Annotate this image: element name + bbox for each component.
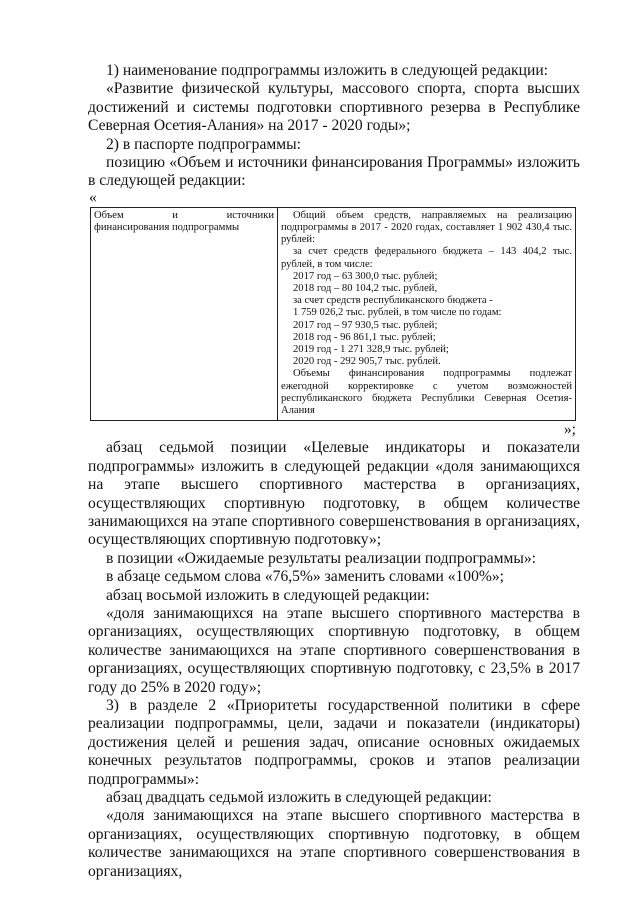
paragraph-expected-results: в позиции «Ожидаемые результаты реализации подпрограммы»: [106,549,536,567]
paragraph-share-quote: «доля занимающихся на этапе высшего спортивного мастерства в организациях, осуществляющих спортивную подготовку, в общем количестве занимающихся на этапе спортивного совершенствования в организациях, осуществляющих спортивную подготовку, с 23,5% в 2017 году до 25% в 2020 году»; [88,604,580,696]
paragraph-item-1: 1) наименование подпрограммы изложить в следующей редакции: [106,62,548,79]
finance-table [90,207,576,421]
label-line-2: финансирования подпрограммы [94,222,240,234]
finance-adjustment-note: Объемы финансирования подпрограммы подлежат ежегодной корректировке с учетом возможностей республиканского бюджета Республики Северная Осетия-Алания [281,368,572,417]
paragraph-item-2: 2) в паспорте подпрограммы: [106,135,301,153]
document-page [88,62,580,881]
finance-federal-2017: 2017 год – 63 300,0 тыс. рублей; [293,270,438,282]
finance-republic-2019: 2019 год - 1 271 328,9 тыс. рублей; [293,344,449,356]
finance-total: Общий объем средств, направляемых на реализацию подпрограммы в 2017 - 2020 годах, составляет 1 902 430,4 тыс. рублей: [281,209,572,246]
finance-republic: за счет средств республиканского бюджета - [293,295,493,307]
paragraph-seventh-replace: в абзаце седьмом слова «76,5%» заменить словами «100%»; [106,568,504,586]
finance-federal: за счет средств федерального бюджета – 143 404,2 тыс. рублей, в том числе: [281,246,572,270]
opening-quote: « [89,188,97,206]
finance-republic-2017: 2017 год – 97 930,5 тыс. рублей; [293,319,438,331]
paragraph-item-3: 3) в разделе 2 «Приоритеты государственной политики в сфере реализации подпрограммы, цели, задачи и показатели (индикаторы) достижения целей и решения задач, описание основных ожидаемых конечных результатов подпрограммы, сроков и этапов реализации подпрограммы»: [88,696,580,788]
label-line-1: Объем и источники [94,209,274,221]
table-row [91,207,576,420]
finance-republic-2018: 2018 год - 96 861,1 тыс. рублей; [293,331,436,343]
paragraph-share-quote-2: «доля занимающихся на этапе высшего спортивного мастерства в организациях, осуществляющих спортивную подготовку, в общем количестве занимающихся на этапе спортивного совершенствования в организациях, [88,807,580,880]
finance-federal-2018: 2018 год – 80 104,2 тыс. рублей, [293,283,438,295]
finance-republic-2020: 2020 год - 292 905,7 тыс. рублей. [293,356,441,368]
paragraph-eighth-edit: абзац восьмой изложить в следующей редакции: [106,586,430,604]
table-cell-content [278,207,576,420]
paragraph-position-finance: позицию «Объем и источники финансирования Программы» изложить в следующей редакции: [88,154,580,190]
finance-republic-total: 1 759 026,2 тыс. рублей, в том числе по годам: [293,307,502,319]
paragraph-subprogram-name: «Развитие физической культуры, массового спорта, спорта высших достижений и системы подготовки спортивного резерва в Республике Северная Осетия-Алания» на 2017 - 2020 годы»; [88,80,580,135]
table-cell-label [91,207,278,420]
paragraph-twenty-seventh: абзац двадцать седьмой изложить в следующей редакции: [106,789,492,807]
paragraph-target-indicators: абзац седьмой позиции «Целевые индикаторы и показатели подпрограммы» изложить в следующей редакции «доля занимающихся на этапе высшего спортивного мастерства в организациях, осуществляющих спортивную подготовку, в общем количестве занимающихся на этапе спортивного совершенствования в организациях, осуществляющих спортивную подготовку»; [88,439,580,549]
closing-quote: »; [563,421,576,439]
